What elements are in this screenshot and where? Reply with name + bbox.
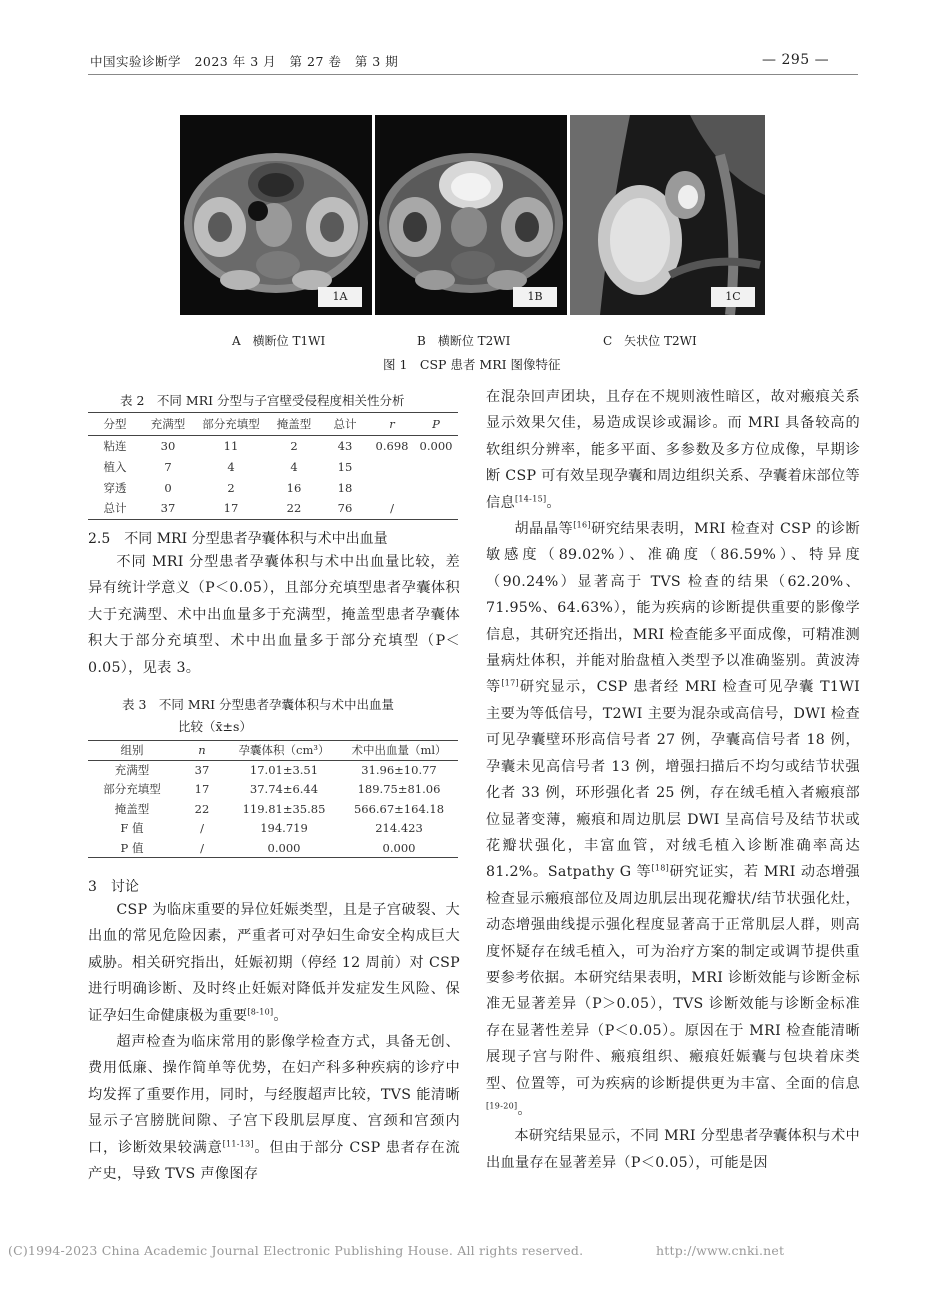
paragraph-text: 。 xyxy=(517,1101,532,1118)
table-row xyxy=(88,477,458,498)
mri-axial-t1-image xyxy=(180,115,372,315)
table2-header: 掩盖型 xyxy=(276,416,312,431)
table-cell: 17 xyxy=(194,782,210,797)
table-cell: 部分充填型 xyxy=(103,782,161,797)
paragraph-text: 在混杂回声团块，且存在不规则液性暗区，故对瘢痕关系显示效果欠佳，易造成误诊或漏诊。而 MRI 具备较高的软组织分辨率，能多平面、多参数及多方位成像，早期诊断 CSP 可有效呈现孕囊和周边组织关系、孕囊着床部位等信息 xyxy=(486,389,860,511)
panel-label-1b: 1B xyxy=(513,287,557,307)
copyright-footer: (C)1994-2023 China Academic Journal Electronic Publishing House. All rights reserved. xyxy=(8,1243,584,1258)
panel-label-1c: 1C xyxy=(711,287,755,307)
table-cell: 189.75±81.06 xyxy=(357,782,441,797)
mri-axial-t2-image xyxy=(375,115,567,315)
table-cell xyxy=(370,456,414,477)
table-cell: 0.000 xyxy=(267,840,301,855)
table-row xyxy=(88,498,458,519)
table-row xyxy=(88,819,458,839)
table-cell: 总计 xyxy=(103,501,127,516)
paragraph-text: 。 xyxy=(546,494,561,511)
table-cell: 穿透 xyxy=(103,480,127,495)
table3-header: 组别 xyxy=(120,743,144,758)
citation: [14-15] xyxy=(514,493,547,503)
running-header xyxy=(90,52,398,70)
table3-header: 术中出血量（ml） xyxy=(351,743,447,758)
mri-panel-1a xyxy=(180,115,372,315)
citation: [19-20] xyxy=(486,1101,518,1111)
table-cell xyxy=(370,477,414,498)
table-cell xyxy=(414,456,458,477)
table-cell: 43 xyxy=(337,438,353,453)
table3-header: 孕囊体积（cm³） xyxy=(238,743,330,758)
table-cell: 31.96±10.77 xyxy=(361,763,437,777)
paragraph-text: 研究显示，CSP 患者经 MRI 检查可见孕囊 T1WI 主要为等低信号，T2WI 主要为混杂或高信号，DWI 检查可见孕囊壁环形高信号者 27 例，孕囊高信号者 18 例，孕囊未见高信号者 13 例，增强扫描后不均匀或结节状强化者 33 例，环形强化者 25 例，存在绒毛植入者瘢痕部位显著变薄，瘢痕和周边肌层 DWI 呈高信号及结节状或花瓣状强化，丰富血管，对绒毛植入诊断准确率高达 81.2%。Satpathy G 等 xyxy=(486,679,860,881)
table3-title-line2: 比较（x̄±s） xyxy=(178,719,252,734)
section-2-5-body xyxy=(88,549,460,681)
paragraph-text: 研究证实，若 MRI 动态增强检查显示瘢痕部位及周边肌层出现花瓣状/结节状强化灶，动态增强曲线提示强化程度显著高于正常肌层人群，则高度怀疑存在绒毛植入，可为治疗方案的制定或调节提供重要参考依据。本研究结果表明，MRI 诊断效能与诊断金标准无显著差异（P＞0.05），TVS 诊断效能与诊断金标准存在显著性差异（P＜0.05）。原因在于 MRI 检查能清晰展现子宫与附件、瘢痕组织、瘢痕妊娠囊与包块着床类型、位置等，可为疾病的诊断提供更为丰富、全面的信息 xyxy=(486,864,860,1092)
table-cell: / xyxy=(200,821,204,836)
right-paragraph-1 xyxy=(486,516,860,1123)
table-cell: / xyxy=(200,840,204,855)
table-cell: 0.000 xyxy=(419,438,453,453)
right-paragraph-0 xyxy=(486,384,860,516)
page-number: — 295 — xyxy=(762,52,830,68)
paragraph-text: 。 xyxy=(273,1007,288,1024)
table-cell: 掩盖型 xyxy=(114,801,150,816)
table-cell: 18 xyxy=(337,480,353,495)
citation: [17] xyxy=(501,678,519,688)
table-cell: 7 xyxy=(164,459,172,474)
table-cell: 17 xyxy=(223,501,239,516)
volume: 第 27 卷 xyxy=(289,54,342,69)
table-cell: 194.719 xyxy=(260,821,308,836)
paragraph-text: CSP 为临床重要的异位妊娠类型，且是子宫破裂、大出血的常见危险因素，严重者可对孕妇生命安全构成巨大威胁。相关研究指出，妊娠初期（停经 12 周前）对 CSP 进行明确诊断、及时终止妊娠对降低并发症发生风险、保证孕妇生命健康极为重要 xyxy=(88,902,460,1024)
section-2-5-text: 不同 MRI 分型患者孕囊体积与术中出血量比较，差异有统计学意义（P＜0.05），且部分充填型患者孕囊体积大于充满型、术中出血量多于充满型，掩盖型患者孕囊体积大于部分充填型、术中出血量多于部分充填型（P＜0.05），见表 3。 xyxy=(88,554,460,676)
table-row xyxy=(88,435,458,456)
header-rule xyxy=(88,74,858,75)
table-cell xyxy=(414,477,458,498)
paragraph-text: 研究结果表明，MRI 检查对 CSP 的诊断敏感度（89.02%）、准确度（86.59%）、特异度（90.24%）显著高于 TVS 检查的结果（62.20%、71.95%、64.63%），能为疾病的诊断提供重要的影像学信息，其研究还指出，MRI 检查能多平面成像，可精准测量病灶体积，并能对胎盘植入类型予以准确鉴别。黄波涛等 xyxy=(486,521,860,696)
table2 xyxy=(88,412,458,520)
table-cell: / xyxy=(390,501,394,516)
section-3-paragraph-1 xyxy=(88,897,460,1029)
mri-panel-1b xyxy=(375,115,567,315)
figure-title: 图 1 CSP 患者 MRI 图像特征 xyxy=(383,357,561,372)
caption-a: A 横断位 T1WI xyxy=(232,334,326,348)
table-cell: 119.81±35.85 xyxy=(242,801,326,816)
table-row xyxy=(88,799,458,819)
table-cell: 11 xyxy=(223,438,239,453)
table-cell: 17.01±3.51 xyxy=(249,763,319,777)
table-cell: 充满型 xyxy=(114,763,150,777)
cnki-link[interactable]: http://www.cnki.net xyxy=(656,1243,785,1258)
section-3-paragraph-2 xyxy=(88,1029,460,1187)
table2-header: r xyxy=(389,416,395,431)
table-cell: 粘连 xyxy=(103,438,127,453)
table-cell: F 值 xyxy=(120,821,144,836)
caption-c: C 矢状位 T2WI xyxy=(603,334,697,348)
citation: [8-10] xyxy=(247,1006,274,1016)
issue-date: 2023 年 3 月 xyxy=(194,54,277,69)
panel-label-1a: 1A xyxy=(318,287,362,307)
table-cell: 4 xyxy=(290,459,298,474)
section-3-heading: 3 讨论 xyxy=(88,879,139,895)
paragraph-text: 。但由于部分 CSP 患者存在流产史，导致 TVS 声像图存 xyxy=(88,1139,460,1183)
table-cell: 214.423 xyxy=(375,821,423,836)
table-cell: 0.000 xyxy=(382,840,416,855)
table-cell: 76 xyxy=(337,501,353,516)
table-cell: 0.698 xyxy=(375,438,409,453)
table-cell: 16 xyxy=(286,480,302,495)
paragraph-text: 胡晶晶等 xyxy=(514,521,574,538)
table-cell: 0 xyxy=(164,480,172,495)
citation: [18] xyxy=(651,863,670,873)
table3 xyxy=(88,740,458,858)
table-cell: 37 xyxy=(194,763,210,777)
table-row xyxy=(88,760,458,780)
table2-header: 分型 xyxy=(103,416,127,431)
section-3-body xyxy=(88,897,460,1187)
table-cell: 566.67±164.18 xyxy=(353,801,445,816)
table-row xyxy=(88,456,458,477)
mri-panel-1c xyxy=(570,115,765,315)
table-cell: 4 xyxy=(227,459,235,474)
table-cell: 15 xyxy=(337,459,353,474)
table-cell: 37.74±6.44 xyxy=(249,782,319,797)
table-cell: 22 xyxy=(286,501,302,516)
paragraph-text: 本研究结果显示，不同 MRI 分型患者孕囊体积与术中出血量存在显著差异（P＜0.05），可能是因 xyxy=(486,1128,860,1171)
section-2-5-heading: 2.5 不同 MRI 分型患者孕囊体积与术中出血量 xyxy=(88,531,388,547)
right-paragraph-2 xyxy=(486,1123,860,1176)
mri-sagittal-t2-image xyxy=(570,115,765,315)
table3-title-line1: 表 3 不同 MRI 分型患者孕囊体积与术中出血量 xyxy=(122,697,395,712)
table-row xyxy=(88,780,458,800)
table2-header: 总计 xyxy=(333,416,357,431)
citation: [16] xyxy=(573,520,591,530)
issue: 第 3 期 xyxy=(354,54,399,69)
table2-title: 表 2 不同 MRI 分型与子宫壁受侵程度相关性分析 xyxy=(120,393,405,408)
table3-header: n xyxy=(198,743,206,758)
right-column xyxy=(486,384,860,1176)
table2-header: P xyxy=(432,416,440,431)
citation: [11-13] xyxy=(222,1138,254,1148)
table-cell: 2 xyxy=(227,480,235,495)
paragraph-text: 超声检查为临床常用的影像学检查方式，具备无创、费用低廉、操作简单等优势，在妇产科多种疾病的诊疗中均发挥了重要作用，同时，与经腹超声比较，TVS 能清晰显示子宫膀胱间隙、子宫下段肌层厚度、宫颈和宫颈内口，诊断效果较满意 xyxy=(88,1034,460,1156)
table-cell: 37 xyxy=(160,501,176,516)
table-cell: P 值 xyxy=(120,840,144,855)
table-cell: 22 xyxy=(194,801,210,816)
table-cell: 2 xyxy=(290,438,298,453)
table2-header: 部分充填型 xyxy=(202,416,260,431)
journal-name: 中国实验诊断学 xyxy=(90,54,182,69)
table-cell: 30 xyxy=(160,438,176,453)
caption-b: B 横断位 T2WI xyxy=(417,334,511,348)
table2-header: 充满型 xyxy=(150,416,186,431)
table-cell xyxy=(414,498,458,519)
table-cell: 植入 xyxy=(103,459,127,474)
table-row xyxy=(88,838,458,858)
